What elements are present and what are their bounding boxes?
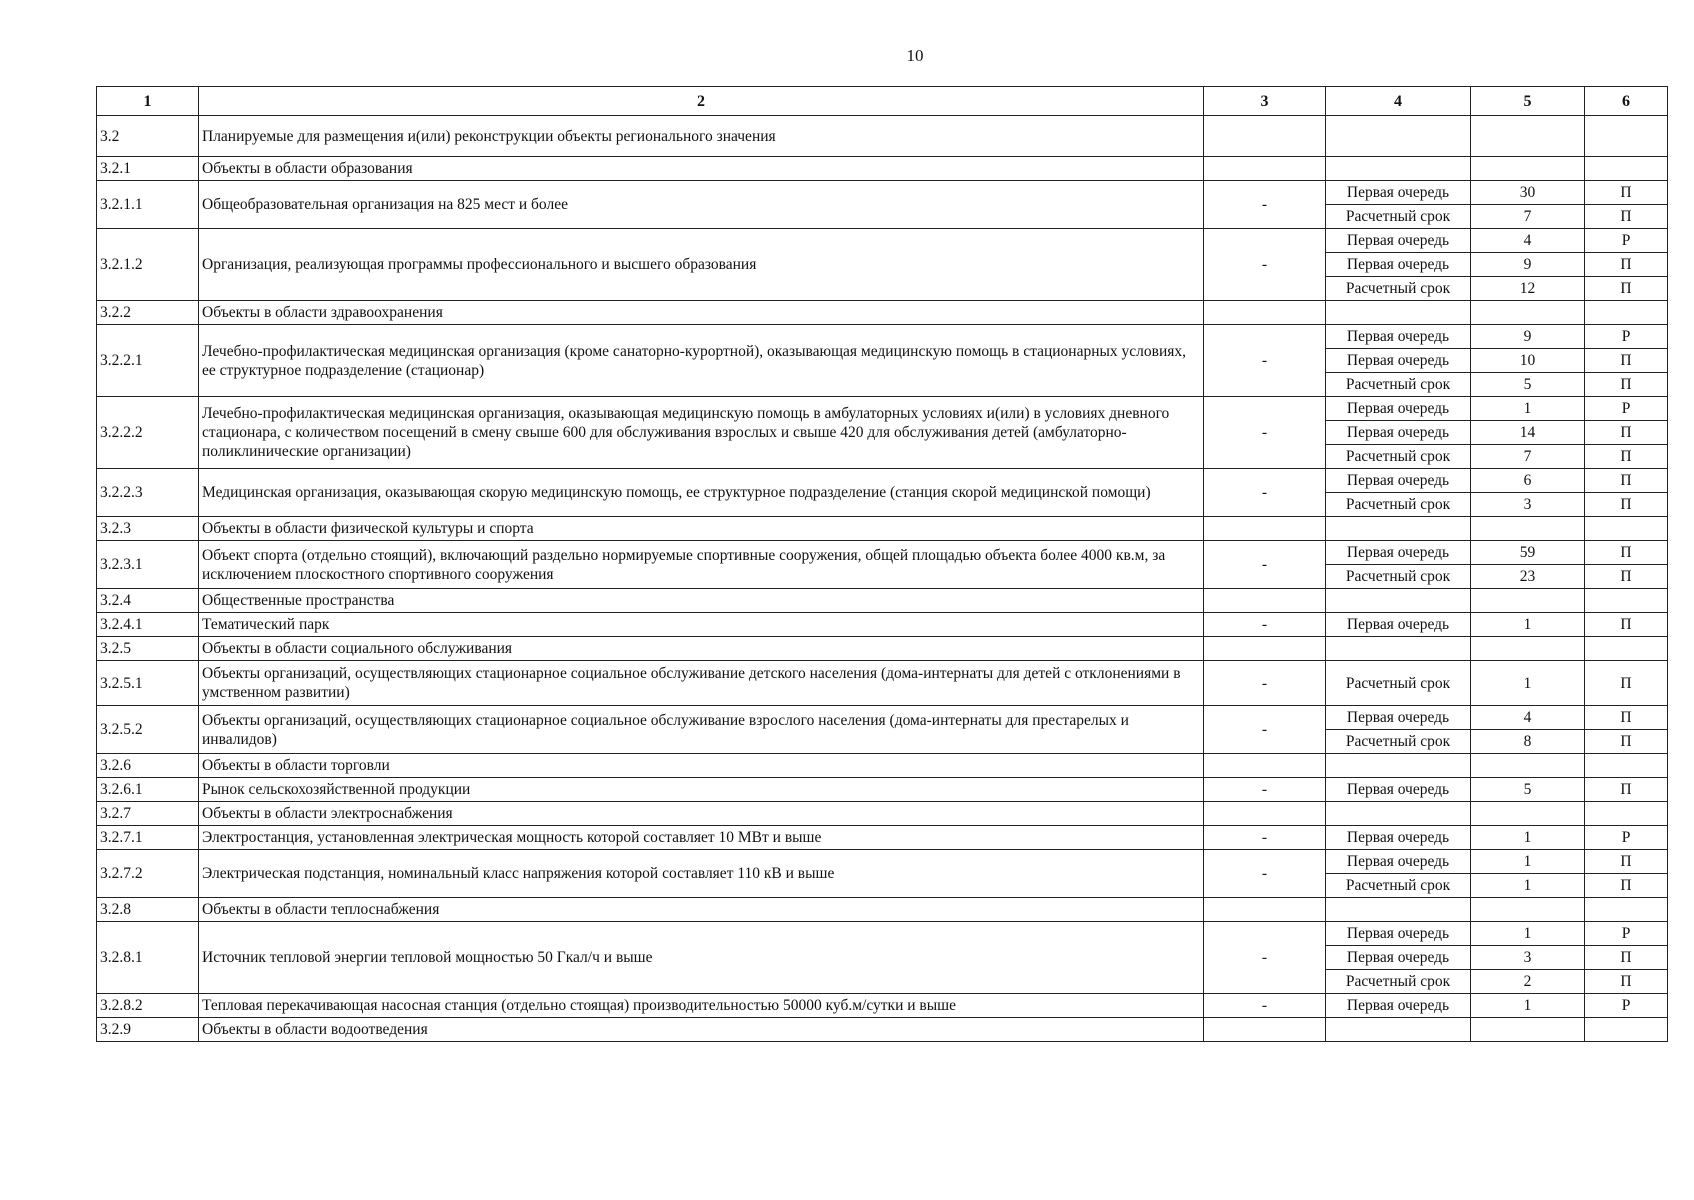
status-cell: П: [1585, 445, 1668, 469]
stage-cell: [1326, 637, 1471, 661]
value-cell: [1471, 898, 1585, 922]
status-cell: П: [1585, 469, 1668, 493]
item-number-cell: 3.2.9: [97, 1018, 199, 1042]
item-number-cell: 3.2.1.1: [97, 181, 199, 229]
table-row: [97, 229, 1668, 253]
status-cell: П: [1585, 205, 1668, 229]
item-number-cell: 3.2.5.1: [97, 661, 199, 706]
item-name-cell: Объект спорта (отдельно стоящий), включающий раздельно нормируемые спортивные сооружения, общей площадью объекта более 4000 кв.м, за исключением плоскостного спортивного сооружения: [199, 541, 1204, 589]
value-cell: 9: [1471, 253, 1585, 277]
table-row: [97, 994, 1668, 1018]
value-cell: [1471, 301, 1585, 325]
stage-cell: [1326, 754, 1471, 778]
status-cell: [1585, 301, 1668, 325]
status-cell: П: [1585, 706, 1668, 730]
value-cell: 5: [1471, 778, 1585, 802]
value-cell: 3: [1471, 493, 1585, 517]
stage-cell: Расчетный срок: [1326, 205, 1471, 229]
stage-cell: Расчетный срок: [1326, 277, 1471, 301]
value-cell: [1471, 802, 1585, 826]
column-3-cell: -: [1204, 181, 1326, 229]
item-number-cell: 3.2.2.3: [97, 469, 199, 517]
column-3-cell: [1204, 754, 1326, 778]
status-cell: Р: [1585, 826, 1668, 850]
status-cell: П: [1585, 730, 1668, 754]
status-cell: П: [1585, 373, 1668, 397]
item-number-cell: 3.2.6.1: [97, 778, 199, 802]
value-cell: 12: [1471, 277, 1585, 301]
value-cell: [1471, 116, 1585, 157]
stage-cell: Расчетный срок: [1326, 373, 1471, 397]
status-cell: Р: [1585, 922, 1668, 946]
item-number-cell: 3.2.3.1: [97, 541, 199, 589]
item-name-cell: Объекты в области социального обслуживания: [199, 637, 1204, 661]
item-number-cell: 3.2.6: [97, 754, 199, 778]
value-cell: 1: [1471, 613, 1585, 637]
status-cell: П: [1585, 493, 1668, 517]
item-name-cell: Планируемые для размещения и(или) реконструкции объекты регионального значения: [199, 116, 1204, 157]
item-name-cell: Объекты организаций, осуществляющих стационарное социальное обслуживание детского населения (дома-интернаты для детей с отклонениями в умственном развитии): [199, 661, 1204, 706]
stage-cell: Первая очередь: [1326, 421, 1471, 445]
column-3-cell: -: [1204, 325, 1326, 397]
status-cell: [1585, 754, 1668, 778]
column-3-cell: -: [1204, 922, 1326, 994]
section-row: [97, 1018, 1668, 1042]
table-row: [97, 850, 1668, 874]
status-cell: П: [1585, 946, 1668, 970]
stage-cell: [1326, 116, 1471, 157]
section-row: [97, 517, 1668, 541]
table-row: [97, 469, 1668, 493]
item-name-cell: Объекты в области водоотведения: [199, 1018, 1204, 1042]
item-number-cell: 3.2.8.1: [97, 922, 199, 994]
status-cell: П: [1585, 970, 1668, 994]
column-3-cell: [1204, 637, 1326, 661]
item-number-cell: 3.2.2: [97, 301, 199, 325]
column-3-cell: -: [1204, 613, 1326, 637]
stage-cell: [1326, 157, 1471, 181]
status-cell: [1585, 517, 1668, 541]
stage-cell: Первая очередь: [1326, 946, 1471, 970]
item-number-cell: 3.2.7: [97, 802, 199, 826]
stage-cell: Первая очередь: [1326, 613, 1471, 637]
section-row: [97, 898, 1668, 922]
item-number-cell: 3.2.1.2: [97, 229, 199, 301]
section-row: [97, 157, 1668, 181]
value-cell: [1471, 1018, 1585, 1042]
stage-cell: Расчетный срок: [1326, 493, 1471, 517]
objects-table: [96, 86, 1668, 1042]
item-name-cell: Объекты в области физической культуры и спорта: [199, 517, 1204, 541]
item-name-cell: Тематический парк: [199, 613, 1204, 637]
table-row: [97, 922, 1668, 946]
value-cell: 5: [1471, 373, 1585, 397]
item-number-cell: 3.2.5.2: [97, 706, 199, 754]
table-row: [97, 706, 1668, 730]
status-cell: П: [1585, 541, 1668, 565]
stage-cell: [1326, 898, 1471, 922]
item-number-cell: 3.2.7.2: [97, 850, 199, 898]
item-number-cell: 3.2.4: [97, 589, 199, 613]
stage-cell: Первая очередь: [1326, 850, 1471, 874]
column-3-cell: [1204, 301, 1326, 325]
stage-cell: Первая очередь: [1326, 253, 1471, 277]
section-row: [97, 301, 1668, 325]
stage-cell: Первая очередь: [1326, 469, 1471, 493]
item-number-cell: 3.2.8.2: [97, 994, 199, 1018]
item-name-cell: Организация, реализующая программы профессионального и высшего образования: [199, 229, 1204, 301]
column-3-cell: -: [1204, 541, 1326, 589]
stage-cell: Первая очередь: [1326, 778, 1471, 802]
column-3-cell: -: [1204, 994, 1326, 1018]
column-3-cell: -: [1204, 229, 1326, 301]
stage-cell: [1326, 589, 1471, 613]
stage-cell: Первая очередь: [1326, 397, 1471, 421]
status-cell: Р: [1585, 325, 1668, 349]
page-number: 10: [906, 46, 924, 65]
item-number-cell: 3.2.2.1: [97, 325, 199, 397]
status-cell: П: [1585, 661, 1668, 706]
stage-cell: Первая очередь: [1326, 994, 1471, 1018]
status-cell: Р: [1585, 397, 1668, 421]
value-cell: 4: [1471, 229, 1585, 253]
value-cell: 8: [1471, 730, 1585, 754]
column-3-cell: -: [1204, 661, 1326, 706]
status-cell: П: [1585, 349, 1668, 373]
status-cell: П: [1585, 613, 1668, 637]
column-header-3: 3: [1204, 87, 1326, 116]
section-row: [97, 116, 1668, 157]
status-cell: П: [1585, 181, 1668, 205]
value-cell: 1: [1471, 874, 1585, 898]
column-3-cell: -: [1204, 706, 1326, 754]
item-name-cell: Объекты в области образования: [199, 157, 1204, 181]
column-3-cell: [1204, 1018, 1326, 1042]
section-row: [97, 802, 1668, 826]
value-cell: 7: [1471, 205, 1585, 229]
column-3-cell: [1204, 157, 1326, 181]
column-header-2: 2: [199, 87, 1204, 116]
value-cell: 9: [1471, 325, 1585, 349]
value-cell: 4: [1471, 706, 1585, 730]
stage-cell: Первая очередь: [1326, 826, 1471, 850]
status-cell: П: [1585, 850, 1668, 874]
table-row: [97, 826, 1668, 850]
stage-cell: Первая очередь: [1326, 706, 1471, 730]
section-row: [97, 637, 1668, 661]
value-cell: [1471, 754, 1585, 778]
stage-cell: Расчетный срок: [1326, 874, 1471, 898]
item-name-cell: Электрическая подстанция, номинальный класс напряжения которой составляет 110 кВ и выше: [199, 850, 1204, 898]
status-cell: П: [1585, 874, 1668, 898]
status-cell: [1585, 637, 1668, 661]
item-name-cell: Электростанция, установленная электрическая мощность которой составляет 10 МВт и выше: [199, 826, 1204, 850]
column-3-cell: -: [1204, 778, 1326, 802]
value-cell: 2: [1471, 970, 1585, 994]
column-3-cell: [1204, 802, 1326, 826]
stage-cell: [1326, 517, 1471, 541]
item-number-cell: 3.2.1: [97, 157, 199, 181]
value-cell: 7: [1471, 445, 1585, 469]
item-name-cell: Общеобразовательная организация на 825 мест и более: [199, 181, 1204, 229]
column-3-cell: [1204, 517, 1326, 541]
column-header-5: 5: [1471, 87, 1585, 116]
item-number-cell: 3.2.3: [97, 517, 199, 541]
item-name-cell: Тепловая перекачивающая насосная станция (отдельно стоящая) производительностью 50000 куб.м/сутки и выше: [199, 994, 1204, 1018]
stage-cell: Расчетный срок: [1326, 730, 1471, 754]
stage-cell: [1326, 1018, 1471, 1042]
table-row: [97, 613, 1668, 637]
column-3-cell: -: [1204, 397, 1326, 469]
status-cell: Р: [1585, 229, 1668, 253]
status-cell: П: [1585, 277, 1668, 301]
column-header-1: 1: [97, 87, 199, 116]
stage-cell: Первая очередь: [1326, 541, 1471, 565]
header-row: [97, 87, 1668, 116]
status-cell: [1585, 1018, 1668, 1042]
value-cell: [1471, 517, 1585, 541]
value-cell: 1: [1471, 850, 1585, 874]
stage-cell: [1326, 802, 1471, 826]
table-row: [97, 325, 1668, 349]
column-3-cell: -: [1204, 850, 1326, 898]
stage-cell: Первая очередь: [1326, 229, 1471, 253]
value-cell: 3: [1471, 946, 1585, 970]
item-number-cell: 3.2.7.1: [97, 826, 199, 850]
table-row: [97, 541, 1668, 565]
stage-cell: [1326, 301, 1471, 325]
table-row: [97, 181, 1668, 205]
status-cell: [1585, 898, 1668, 922]
stage-cell: Первая очередь: [1326, 922, 1471, 946]
item-name-cell: Рынок сельскохозяйственной продукции: [199, 778, 1204, 802]
item-name-cell: Объекты в области здравоохранения: [199, 301, 1204, 325]
stage-cell: Расчетный срок: [1326, 970, 1471, 994]
column-3-cell: [1204, 898, 1326, 922]
item-name-cell: Объекты организаций, осуществляющих стационарное социальное обслуживание взрослого населения (дома-интернаты для престарелых и инвалидов): [199, 706, 1204, 754]
value-cell: 59: [1471, 541, 1585, 565]
item-name-cell: Источник тепловой энергии тепловой мощностью 50 Гкал/ч и выше: [199, 922, 1204, 994]
stage-cell: Расчетный срок: [1326, 661, 1471, 706]
item-name-cell: Объекты в области электроснабжения: [199, 802, 1204, 826]
item-name-cell: Объекты в области теплоснабжения: [199, 898, 1204, 922]
value-cell: 1: [1471, 826, 1585, 850]
value-cell: 10: [1471, 349, 1585, 373]
item-name-cell: Лечебно-профилактическая медицинская организация (кроме санаторно-курортной), оказывающая медицинскую помощь в стационарных условиях, ее структурное подразделение (стационар): [199, 325, 1204, 397]
stage-cell: Расчетный срок: [1326, 445, 1471, 469]
item-name-cell: Лечебно-профилактическая медицинская организация, оказывающая медицинскую помощь в амбулаторных условиях и(или) в условиях дневного стационара, с количеством посещений в смену свыше 600 для обслуживания взрослых и свыше 420 для обслуживания детей (амбулаторно-поликлинические организации): [199, 397, 1204, 469]
value-cell: 6: [1471, 469, 1585, 493]
column-header-4: 4: [1326, 87, 1471, 116]
section-row: [97, 589, 1668, 613]
stage-cell: Первая очередь: [1326, 349, 1471, 373]
column-3-cell: -: [1204, 469, 1326, 517]
column-3-cell: [1204, 589, 1326, 613]
item-number-cell: 3.2.2.2: [97, 397, 199, 469]
value-cell: 1: [1471, 397, 1585, 421]
table-row: [97, 661, 1668, 706]
value-cell: 1: [1471, 922, 1585, 946]
value-cell: [1471, 157, 1585, 181]
stage-cell: Расчетный срок: [1326, 565, 1471, 589]
section-row: [97, 754, 1668, 778]
value-cell: 14: [1471, 421, 1585, 445]
column-3-cell: [1204, 116, 1326, 157]
column-3-cell: -: [1204, 826, 1326, 850]
column-header-6: 6: [1585, 87, 1668, 116]
stage-cell: Первая очередь: [1326, 325, 1471, 349]
status-cell: [1585, 802, 1668, 826]
status-cell: [1585, 116, 1668, 157]
document-table-wrapper: [96, 86, 1668, 1042]
status-cell: П: [1585, 253, 1668, 277]
table-row: [97, 397, 1668, 421]
item-number-cell: 3.2.4.1: [97, 613, 199, 637]
value-cell: 30: [1471, 181, 1585, 205]
item-number-cell: 3.2.5: [97, 637, 199, 661]
status-cell: П: [1585, 421, 1668, 445]
status-cell: П: [1585, 778, 1668, 802]
item-number-cell: 3.2: [97, 116, 199, 157]
item-name-cell: Общественные пространства: [199, 589, 1204, 613]
status-cell: [1585, 589, 1668, 613]
value-cell: 1: [1471, 994, 1585, 1018]
value-cell: 23: [1471, 565, 1585, 589]
item-number-cell: 3.2.8: [97, 898, 199, 922]
status-cell: Р: [1585, 994, 1668, 1018]
table-row: [97, 778, 1668, 802]
status-cell: [1585, 157, 1668, 181]
value-cell: [1471, 589, 1585, 613]
item-name-cell: Медицинская организация, оказывающая скорую медицинскую помощь, ее структурное подразделение (станция скорой медицинской помощи): [199, 469, 1204, 517]
value-cell: 1: [1471, 661, 1585, 706]
value-cell: [1471, 637, 1585, 661]
item-name-cell: Объекты в области торговли: [199, 754, 1204, 778]
status-cell: П: [1585, 565, 1668, 589]
stage-cell: Первая очередь: [1326, 181, 1471, 205]
